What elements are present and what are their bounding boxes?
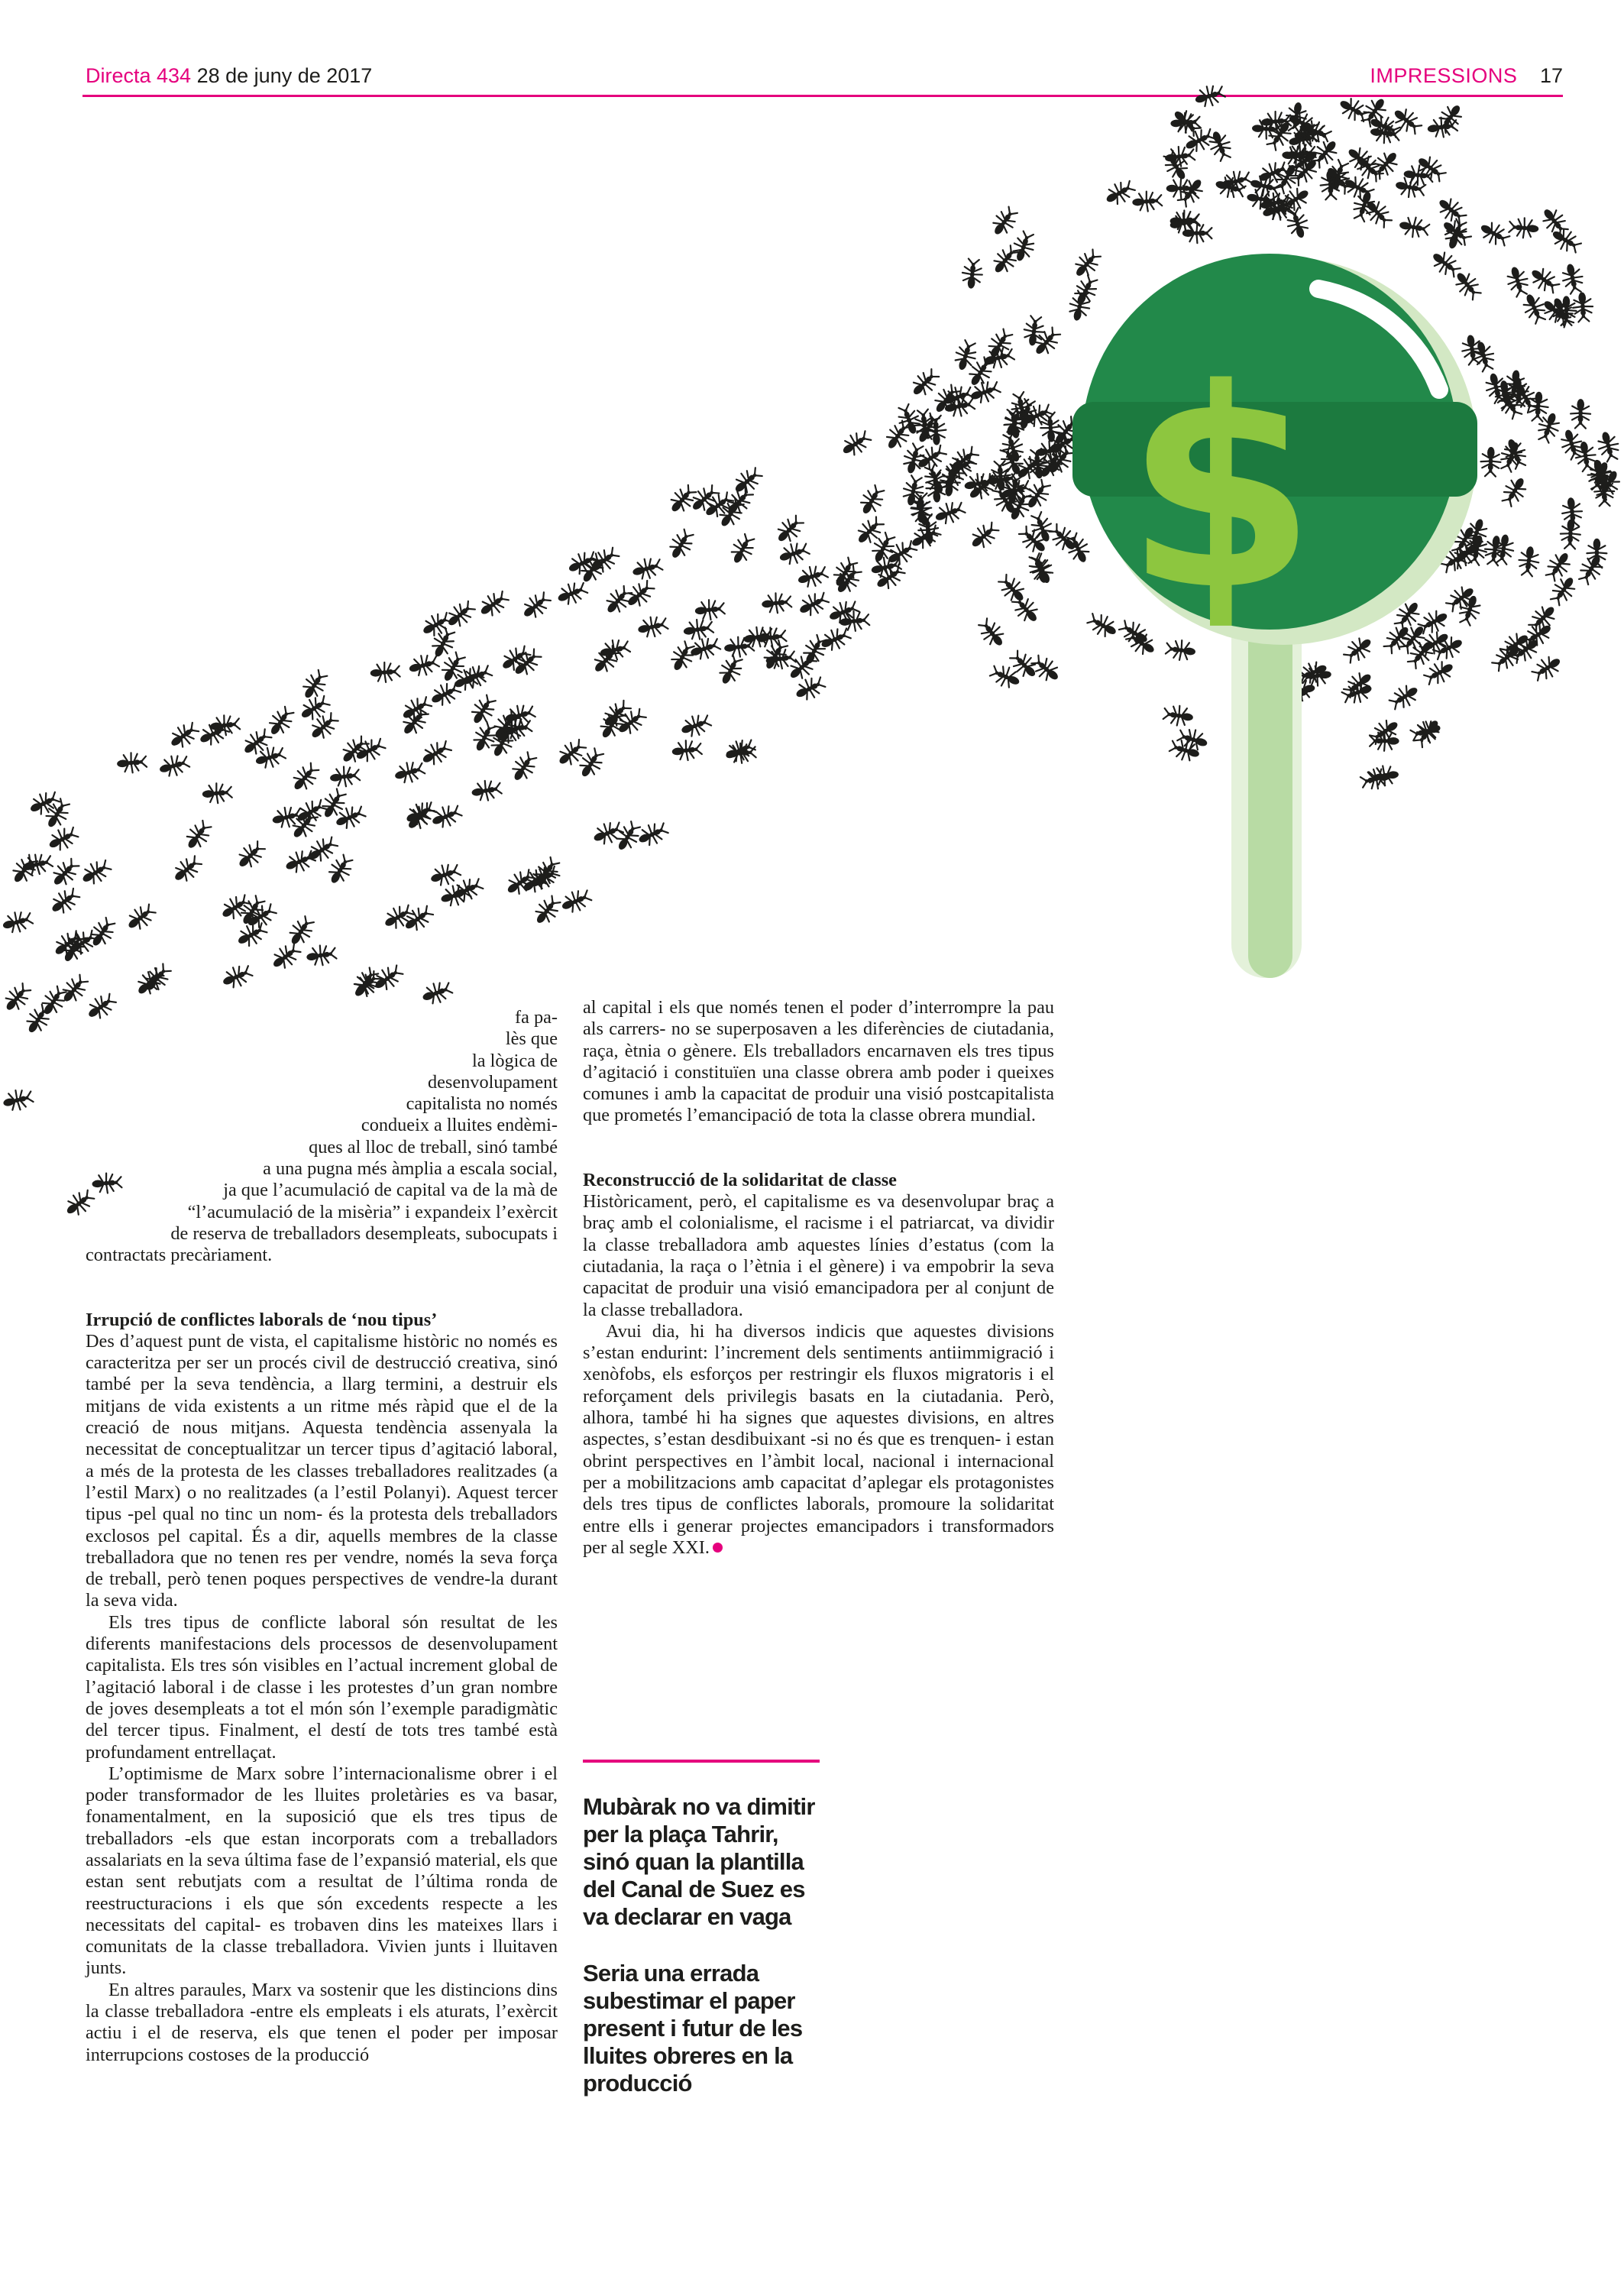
paragraph: Històricament, però, el capitalisme es va desenvolupar braç a braç amb el colonialisme, el racisme i el patriarcat, va dividir la classe treballadora amb aquestes línies d’estatus (com la ciutadania, la raça o l’ètnia i el gènere) i va empobrir la seva capacitat de produir una visió emancipadora per al conjunt de la classe treballadora. <box>583 1191 1054 1320</box>
ant-icon <box>471 779 503 803</box>
ant-icon <box>665 527 697 562</box>
pullquote: Mubàrak no va dimitir per la plaça Tahrir, sinó quan la plantilla del Canal de Suez es va declarar en vaga <box>583 1793 815 1930</box>
ant-icon <box>1063 531 1093 566</box>
ant-icon <box>264 704 297 739</box>
article-column-left <box>86 1007 558 2066</box>
ant-icon <box>202 782 232 805</box>
ant-icon <box>1431 633 1466 663</box>
ant-icon <box>305 834 340 866</box>
ant-icon <box>558 886 594 916</box>
ant-icon <box>1504 264 1532 298</box>
ant-icon <box>1009 591 1043 627</box>
ant-icon <box>1131 190 1162 212</box>
ant-icon <box>952 338 980 373</box>
shaped-line: la lògica de <box>472 1050 558 1071</box>
ant-icon <box>428 626 458 661</box>
ant-icon <box>1434 193 1469 227</box>
issue-date: 28 de juny de 2017 <box>196 64 373 87</box>
ant-icon <box>1341 173 1376 203</box>
ant-icon <box>47 885 82 918</box>
end-of-article-dot-icon <box>713 1543 723 1553</box>
ant-icon <box>1509 217 1539 239</box>
paragraph: Els tres tipus de conflicte laboral són resultat de les diferents manifestacions dels processos de desenvolupament capitalista. Els tres són visibles en l’actual increment global de l’agitació laboral i de classe i les protestes d’un gran nombre de joves desempleats a tot el món són l’exemple paradigmàtic del tercer tipus. Finalment, el destí de tots tres també està profundament entrellaçat. <box>86 1611 558 1763</box>
section-heading: Reconstrucció de la solidaritat de classe <box>583 1169 897 1190</box>
shaped-line: condueix a lluites endèmi- <box>361 1115 558 1136</box>
ant-icon <box>856 483 888 518</box>
ant-icon <box>1 1087 34 1113</box>
ant-icon <box>268 940 303 973</box>
paragraph-text: Avui dia, hi ha diversos indicis que aquestes divisions s’estan endurint: l’increment dels sentiments antiimmigració i xenòfobs, els esforços per restringir els fluxos migratoris i el reforçament dels privilegis basats en la ciutadania. Però, alhora, també hi ha signes que aquestes divisions, en altres aspectes, s’estan desdibuixant -si no és que es trenquen- i estan obrint perspectives en l’àmbit local, nacional i internacional per a mobilitzacions amb capacitat d’aplegar els protagonistes dels tres tipus de conflictes laborals, promoure la solidaritat entre ells i generar projectes emancipadors i transformadors per al segle XXI. <box>583 1320 1054 1558</box>
paragraph: Des d’aquest punt de vista, el capitalisme històric no només es caracteritza per ser un procés civil de destrucció creativa, sinó també per la seva tendència, a llarg termini, a destruir els mitjans de vida existents a un ritme més ràpid que el de la creació de nous mitjans. Aquesta tendència assenyala la necessitat de conceptualitzar un tercer tipus d’agitació laboral, a més de la protesta de les classes treballadores realitzades (a l’estil Marx) o no realitzades (a l’estil Polanyi). Aquest tercer tipus -pel qual no tinc un nom- és la protesta dels treballadors exclosos pel capital. És a dir, aquells membres de la classe treballadora que no tenen res per vendre, només la seva força de treball, però tenen poques perspectives de vendre-la durant la seva vida. <box>86 1330 558 1611</box>
pullquote-rule <box>583 1760 820 1763</box>
ant-icon <box>598 637 632 663</box>
ant-icon <box>777 539 811 568</box>
ant-icon <box>123 901 158 934</box>
ant-icon <box>467 692 500 727</box>
ant-icon <box>665 482 700 517</box>
article-column-right <box>583 997 1054 1559</box>
ant-icon <box>678 711 713 740</box>
ant-icon <box>406 652 440 679</box>
ant-icon <box>451 664 486 695</box>
ant-icon <box>1192 83 1227 110</box>
shaped-line: a una pugna més àmplia a escala social, <box>263 1158 558 1180</box>
ant-icon <box>730 465 765 499</box>
ant-icon <box>438 882 472 909</box>
shaped-line: de reserva de treballadors desempleats, subocupats i <box>170 1222 558 1244</box>
ant-icon <box>792 673 827 704</box>
ant-icon <box>57 972 92 1007</box>
ant-icon <box>443 597 478 632</box>
ant-icon <box>393 759 426 786</box>
shaped-line: ja que l’acumulació de capital va de la mà de <box>223 1180 558 1201</box>
ant-icon <box>45 824 80 855</box>
ant-icon <box>1477 218 1512 249</box>
ant-icon <box>715 652 746 688</box>
ant-icon <box>370 662 400 684</box>
ant-icon <box>1102 177 1137 209</box>
ant-icon <box>166 719 201 753</box>
ant-icon <box>329 765 361 788</box>
ant-icon <box>966 519 1001 553</box>
ant-icon <box>1560 519 1581 549</box>
ant-icon <box>907 366 943 401</box>
ant-icon <box>671 739 702 762</box>
shaped-line: “l’acumulació de la misèria” i expandeix l’exèrcit <box>187 1201 558 1222</box>
ant-icon <box>306 944 338 967</box>
ant-icon <box>1480 447 1501 477</box>
ant-icon <box>0 980 34 1015</box>
ant-icon <box>324 852 356 887</box>
ant-icon <box>253 743 286 771</box>
ant-icon <box>1336 94 1371 126</box>
ant-icon <box>988 204 1021 239</box>
ant-icon <box>694 598 726 621</box>
ant-icon <box>1498 474 1530 509</box>
shaped-line: ques al lloc de treball, sinó també <box>309 1136 558 1158</box>
section-label: IMPRESSIONS <box>1370 64 1518 87</box>
ant-icon <box>975 616 1008 651</box>
ant-icon <box>1560 262 1586 295</box>
ant-icon <box>1526 264 1561 297</box>
ant-icon <box>288 760 322 795</box>
ant-icon <box>612 819 644 854</box>
ant-icon <box>1360 766 1393 792</box>
ant-icon <box>1529 652 1564 685</box>
ant-icon <box>961 258 984 290</box>
ant-icon <box>219 962 254 992</box>
ant-icon <box>1160 148 1192 183</box>
ant-icon <box>1561 497 1584 528</box>
paragraph <box>583 1321 1054 1559</box>
ant-icon <box>1021 477 1054 512</box>
ant-icon <box>1245 187 1277 212</box>
ant-icon <box>116 752 147 774</box>
ant-icon <box>1163 704 1195 727</box>
ant-icon <box>682 617 714 642</box>
ant-icon <box>1386 681 1422 714</box>
ant-icon <box>1341 633 1376 666</box>
ant-icon <box>530 893 564 928</box>
ant-icon <box>1066 290 1092 323</box>
ant-icon <box>795 562 829 590</box>
ant-icon <box>630 555 664 582</box>
ant-icon <box>78 856 113 889</box>
ant-icon <box>297 692 332 725</box>
ant-icon <box>667 639 698 675</box>
ant-icon <box>1547 572 1580 607</box>
ant-icon <box>1398 215 1430 239</box>
ant-icon <box>507 750 540 785</box>
paragraph: En altres paraules, Marx va sostenir que les distincions dins la classe treballadora -entre els empleats i els aturats, l’exèrcit actiu i el de reserva, els que tenen el poder per imposar interrupcions costoses de la producció <box>86 1979 558 2065</box>
shaped-line: contractats precàriament. <box>86 1245 273 1266</box>
ant-icon <box>636 614 669 639</box>
ant-icon <box>1283 206 1311 241</box>
shaped-line: capitalista no només <box>406 1093 558 1115</box>
ant-icon <box>298 667 331 702</box>
ant-icon <box>519 589 554 623</box>
ant-icon <box>555 578 590 608</box>
ant-icon <box>429 801 464 831</box>
ant-icon <box>419 979 454 1008</box>
ant-icon <box>510 646 545 680</box>
ant-icon <box>988 242 1022 277</box>
paragraph: al capital i els que només tenen el poder d’interrompre la pau als carrers- no se superposaven a les diferències de ciutadania, raça, ètnia o gènere. Els treballadors encarnaven els tres tipus d’agitació i constituïen una classe obrera amb poder i queixes comunes i amb la capacitat de produir una visió postcapitalista que prometés l’emancipació de tota la classe obrera mundial. <box>583 997 1054 1126</box>
ant-icon <box>772 512 807 547</box>
ant-icon <box>623 577 658 611</box>
ant-icon <box>170 853 205 887</box>
ant-icon <box>1174 174 1208 209</box>
ant-icon <box>1182 223 1212 243</box>
shaped-line: fa pa- <box>515 1007 558 1028</box>
shaped-line: lès que <box>505 1028 558 1050</box>
shaped-line: desenvolupament <box>427 1071 558 1093</box>
ant-icon <box>761 592 792 615</box>
page-number: 17 <box>1539 64 1563 87</box>
ant-icon <box>419 737 454 769</box>
ant-icon <box>575 746 608 781</box>
shaped-intro <box>86 1007 558 1267</box>
ant-icon <box>48 856 82 891</box>
ant-icon <box>157 752 191 779</box>
ant-icon <box>450 875 485 905</box>
paragraph: L’optimisme de Marx sobre l’internacionalisme obrer i el poder transformador de les lluites proletàries es va basar, fonamentalment, en la suposició que els tres tipus de treballadors -els que estan incorporats com a treballadors assalariats en la seva última fase de l’expansió material, els que estan sent rebutjats com a resultat de l’última ronda de reestructuracions i els que són excedents respecte a les necessitats del capital- es trobaven dins les mateixes llars i comunitats de la classe treballadora. Vivien junts i lluitaven junts. <box>86 1763 558 1979</box>
ant-icon <box>932 498 966 527</box>
dollar-lollipop-icon <box>1072 254 1477 978</box>
ant-icon <box>635 819 670 850</box>
ant-icon <box>182 818 215 853</box>
ant-icon <box>283 847 318 876</box>
ant-icon <box>796 588 831 620</box>
ant-icon <box>1422 657 1457 688</box>
ant-icon <box>476 588 511 621</box>
ant-icon <box>285 914 318 949</box>
ant-icon <box>1205 128 1234 163</box>
ant-icon <box>1182 125 1217 156</box>
ant-icon <box>988 662 1023 691</box>
ant-icon <box>1010 230 1038 264</box>
ant-icon <box>1571 399 1590 429</box>
ant-icon <box>306 710 341 744</box>
ant-icon <box>1519 290 1549 325</box>
ant-icon <box>1 908 34 935</box>
ant-icon <box>1451 267 1485 303</box>
ant-icon <box>1574 440 1598 472</box>
pullquote: Seria una errada subestimar el paper present i futur de les lluites obreres en la producció <box>583 1960 803 2097</box>
ant-icon <box>1085 610 1120 642</box>
ant-icon <box>1070 246 1105 281</box>
svg-text:$: $ <box>1124 330 1317 650</box>
pullquotes <box>583 1760 820 2097</box>
ant-icon <box>1575 552 1607 587</box>
ant-icon <box>233 838 268 873</box>
ant-icon <box>838 427 873 460</box>
section-heading: Irrupció de conflictes laborals de ‘nou tipus’ <box>86 1309 438 1330</box>
ant-icon <box>1595 429 1622 463</box>
publication-name: Directa 434 <box>86 64 192 87</box>
ant-icon <box>726 532 758 567</box>
ant-icon <box>1028 652 1063 686</box>
ant-icon <box>1022 315 1046 347</box>
ant-icon <box>400 902 435 936</box>
ant-icon <box>1517 546 1541 578</box>
